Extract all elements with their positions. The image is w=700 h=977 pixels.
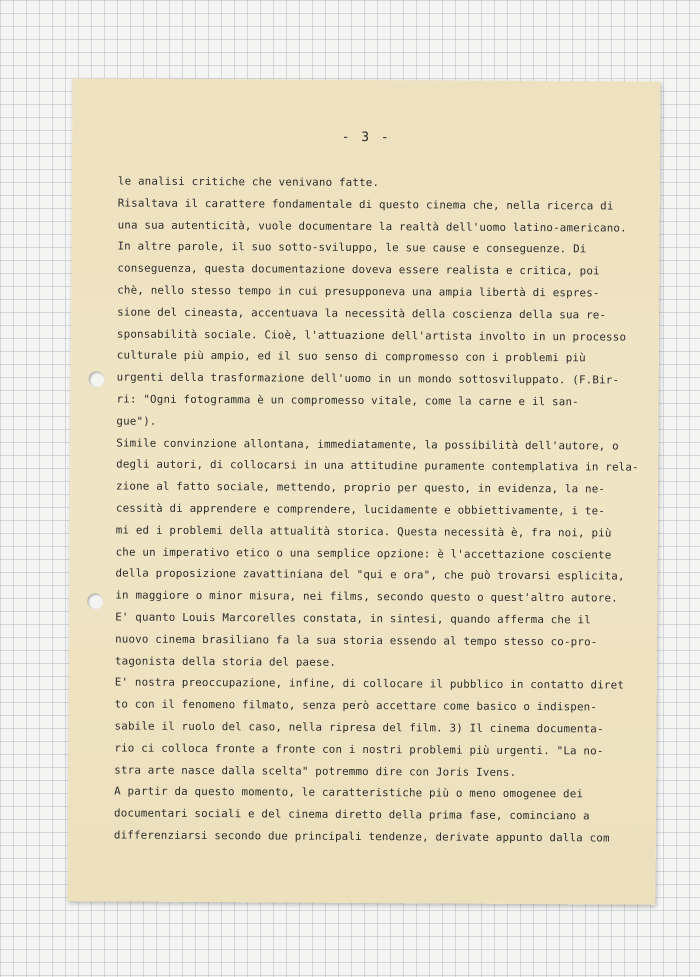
text-line: nuovo cinema brasiliano fa la sua storia essendo al tempo stesso co-pro-: [115, 632, 598, 649]
text-line: rio ci colloca fronte a fronte con i nostri problemi più urgenti. "La no-: [114, 741, 604, 758]
text-line: gue").: [116, 414, 157, 428]
text-line: E' quanto Louis Marcorelles constata, in sintesi, quando afferma che il: [115, 610, 591, 627]
text-line: differenziarsi secondo due principali tendenze, derivate appunto dalla com: [113, 828, 610, 845]
text-line: Simile convinzione allontana, immediatamente, la possibilità dell'autore, o: [116, 436, 619, 453]
text-line: ri: "Ogni fotogramma è un compromesso vitale, come la carne e il san-: [116, 392, 579, 409]
text-line: mi ed i problemi della attualità storica. Questa necessità è, fra noi, più: [115, 523, 612, 540]
text-line: cessità di apprendere e comprendere, lucidamente e obbiettivamente, i te-: [115, 501, 606, 518]
text-line: stra arte nasce dalla scelta" potremmo dire con Joris Ivens.: [114, 762, 517, 779]
text-line: Risaltava il carattere fondamentale di questo cinema che, nella ricerca di: [117, 196, 614, 213]
text-line: sabile il ruolo del caso, nella ripresa del film. 3) Il cinema documenta-: [114, 719, 604, 736]
text-line: le analisi critiche che venivano fatte.: [117, 174, 380, 190]
typed-text-block: [114, 170, 638, 849]
text-line: chè, nello stesso tempo in cui presupponeva una ampia libertà di espres-: [117, 283, 600, 300]
text-line: urgenti della trasformazione dell'uomo in un mondo sottosviluppato. (F.Bir-: [116, 370, 620, 387]
text-line: In altre parole, il suo sotto-sviluppo, le sue cause e conseguenze. Di: [117, 239, 587, 256]
text-line: della proposizione zavattiniana del "qui e ora", che può trovarsi esplicita,: [115, 566, 625, 583]
text-line: tagonista della storia del paese.: [114, 654, 337, 669]
text-line: to con il fenomeno filmato, senza però accettare come basico o indispen-: [114, 697, 598, 714]
page-number: - 3 -: [341, 129, 391, 146]
text-line: zione al fatto sociale, mettendo, proprio per questo, in evidenza, la ne-: [115, 479, 606, 496]
text-line: che un imperativo etico o una semplice opzione: è l'accettazione cosciente: [115, 545, 612, 562]
text-line: degli autori, di collocarsi in una attitudine puramente contemplativa in rela-: [116, 457, 639, 475]
punch-hole: [87, 593, 103, 609]
text-line: culturale più ampio, ed il suo senso di compromesso con i problemi più: [116, 348, 586, 365]
text-line: documentari sociali e del cinema diretto della prima fase, cominciano a: [113, 806, 590, 823]
text-line: sponsabilità sociale. Cioè, l'attuazione dell'artista involto in un processo: [116, 327, 627, 344]
text-line: A partir da questo momento, le caratteristiche più o meno omogenee dei: [114, 784, 584, 801]
paper-sheet: [67, 78, 660, 905]
text-line: conseguenza, questa documentazione doveva essere realista e critica, poi: [117, 261, 600, 278]
text-line: E' nostra preoccupazione, infine, di collocare il pubblico in contatto diret: [114, 675, 625, 692]
text-line: una sua autenticità, vuole documentare la realtà dell'uomo latino-americano.: [117, 218, 627, 235]
punch-hole: [89, 371, 105, 387]
text-line: sione del cineasta, accentuava la necessità della coscienza della sua re-: [117, 305, 607, 322]
text-line: in maggiore o minor misura, nei films, secondo questo o quest'altro autore.: [115, 588, 618, 605]
